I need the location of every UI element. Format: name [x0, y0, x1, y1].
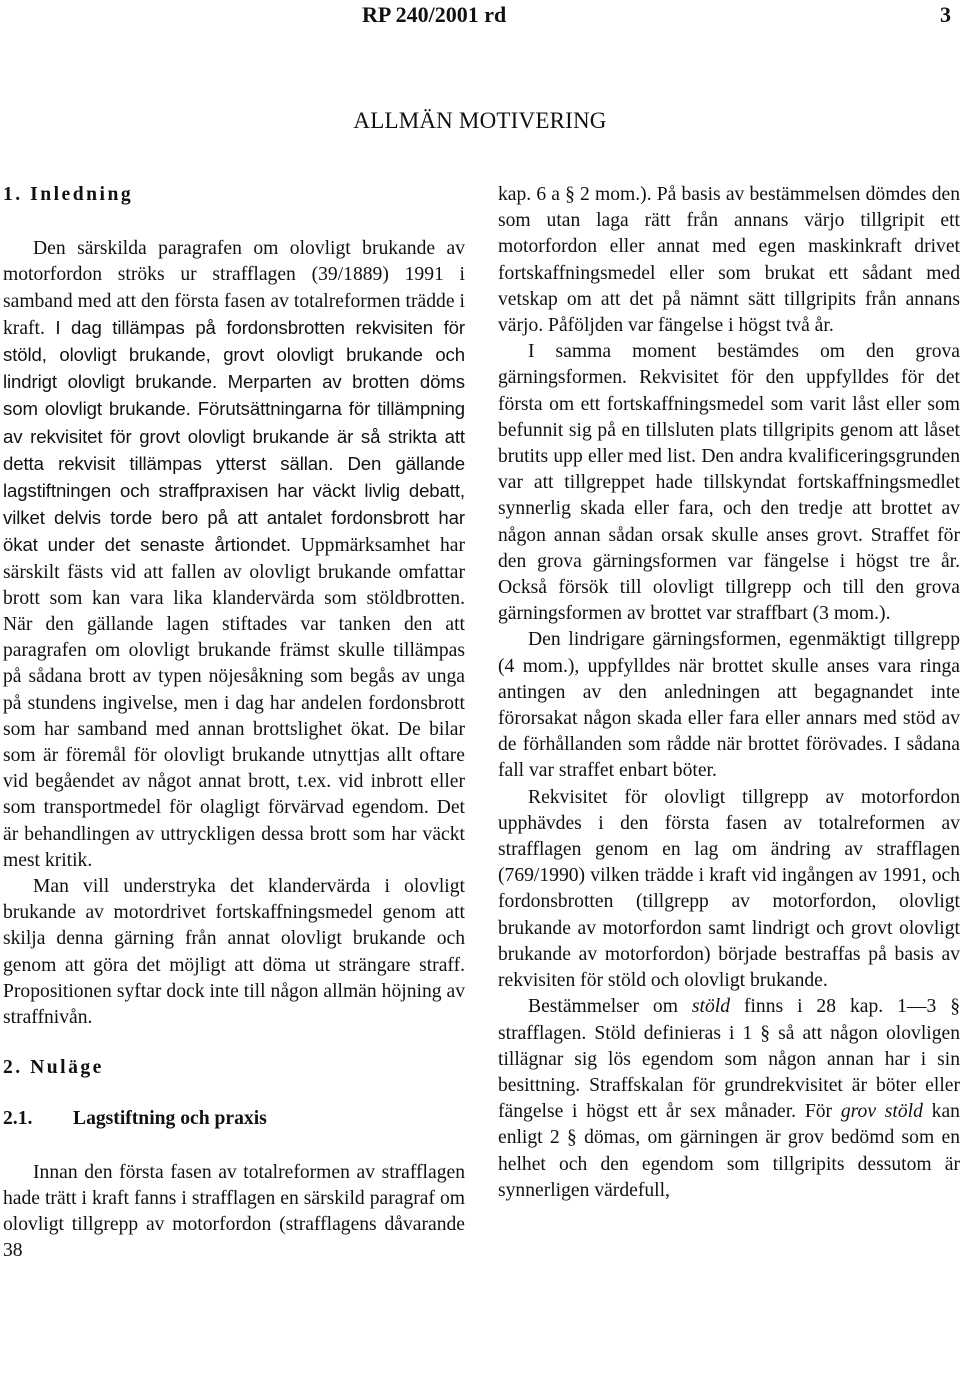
section-2-heading: 2. Nuläge	[3, 1057, 104, 1079]
section-title: Lagstiftning och praxis	[73, 1107, 267, 1129]
paragraph-text: Den särskilda paragrafen om olovligt brukande av motorfordon ströks ur strafflagen (39/1889) 1991 i samband med att den första fasen av totalreformen trädde i kraft.	[3, 238, 465, 339]
paragraph-text: Bestämmelser om	[528, 996, 692, 1018]
section-1-paragraph-1	[3, 236, 465, 874]
paragraph: Rekvisitet för olovligt tillgrepp av motorfordon upphävdes i den första fasen av totalreformen av strafflagen genom en lag om ändring av strafflagen (769/1990) vilken trädde i kraft vid ingången av 1991, och fordonsbrotten (tillgrepp av motorfordon, olovligt brukande av motorfordon samt lindrigt och grovt olovligt brukande av motorfordon) började bestraffas på basis av rekvisiten för stöld och olovligt brukande.	[498, 786, 960, 992]
paragraph-text: Uppmärksamhet har särskilt fästs vid att fallen av olovligt brukande omfattar brott som kan vara lika klandervärda som stöldbrotten. När den gällande lagen stiftades var tanken den att paragrafen om olovligt brukande främst skulle tillämpas på sådana brott av typen nöjesåkning som begås av unga på stundens ingivelse, men i dag har andelen fordonsbrott som har samband med annan brottslighet ökat. De bilar som är föremål för olovligt brukande utnyttjas allt oftare vid begåendet av något annat brott, t.ex. vid inbrott eller som transportmedel för olagligt förvärvad egendom. Det är behandlingen av uttryckligen dessa brott som har väckt mest kritik.	[3, 535, 465, 871]
emphasis-stold: stöld	[691, 996, 731, 1018]
section-1-heading: 1. Inledning	[3, 184, 134, 205]
paragraph-text-sans: Den gällande lagstiftningen och straffpraxisen har väckt livlig debatt, vilket delvis torde bero på att antalet fordonsbrott har ökat under det senaste årtiondet.	[3, 452, 466, 556]
left-column	[3, 182, 465, 1265]
paragraph: I samma moment bestämdes om den grova gärningsformen. Rekvisitet för den uppfylldes för det första om ett fortskaffningsmedel som varit låst eller som befunnit sig på en tillsluten plats tillgripits genom att låset brutits upp eller med list. Den andra kvalificeringsgrunden var att tillgreppet hade tillskyndat fortskaffningsmedlet synnerlig skada eller fara, och den tredje att brottet av någon annan sådan orsak skulle anses grovt. Straffet för den grova gärningsformen var fängelse i högst tre år. Också försök till olovligt tillgrepp och till den grova gärningsformen av brottet var straffbart (3 mom.).	[498, 341, 960, 625]
right-column	[498, 182, 960, 1204]
paragraph-text: kan enligt 2 § dömas, om gärningen är grov bedömd som en helhet och den egendom som tillgripits dessutom är synnerligen värdefull,	[498, 1101, 960, 1201]
paragraph-text-sans: I dag tillämpas på fordonsbrotten rekvisiten för stöld, olovligt brukande, grovt olovligt brukande och lindrigt olovligt brukande. Merparten av brotten döms som olovligt brukande. Förutsättningarna för tillämpning av rekvisitet för grovt olovligt brukande är så strikta att detta rekvisit tillämpas ytterst sällan.	[3, 316, 465, 474]
emphasis-grov-stold: grov stöld	[840, 1101, 923, 1123]
section-2-1-paragraph-1: Innan den första fasen av totalreformen av strafflagen hade trätt i kraft fanns i strafflagen en särskild paragraf om olovligt tillgrepp av motorfordon (strafflagens dåvarande 38	[3, 1161, 465, 1262]
section-1-paragraph-2: Man vill understryka det klandervärda i olovligt brukande av motordrivet fortskaffningsmedel genom att skilja denna gärning från annat olovligt brukande och genom att göra det möjligt att döma ut strängare straff. Propositionen syftar dock inte till någon allmän höjning av straffnivån.	[3, 876, 465, 1029]
paragraph	[498, 994, 960, 1204]
section-number: 2.1.	[3, 1107, 33, 1129]
page-number: 3	[940, 2, 951, 27]
paragraph: Den lindrigare gärningsformen, egenmäktigt tillgrepp (4 mom.), uppfylldes när brottet skulle anses vara ringa antingen av den anledningen att begagnandet inte förorsakat någon skada eller fara eller annars med stöd av de förhållanden som rådde när brottet förövades. I sådana fall var straffet enbart böter.	[498, 629, 960, 782]
section-2-1-heading	[3, 1106, 465, 1132]
document-id: RP 240/2001 rd	[362, 2, 507, 27]
page-title: ALLMÄN MOTIVERING	[353, 108, 607, 133]
paragraph-continued: kap. 6 a § 2 mom.). På basis av bestämmelsen dömdes den som utan laga rätt från annans värjo tillgripit ett motorfordon eller annat med egen maskinkraft drivet fortskaffningsmedel eller som brukat ett sådant med vetskap om att det på nämnt sätt tillgripits från annans värjo. Påföljden var fängelse i högst två år.	[498, 184, 960, 337]
paragraph-text: finns i 28 kap. 1—3 § strafflagen. Stöld definieras i 1 § så att någon olovligen tillägnar sig lös egendom som någon annan har i sin besittning. Straffskalan för grundrekvisitet är böter eller fängelse i högst ett år sex månader. För	[498, 996, 960, 1123]
